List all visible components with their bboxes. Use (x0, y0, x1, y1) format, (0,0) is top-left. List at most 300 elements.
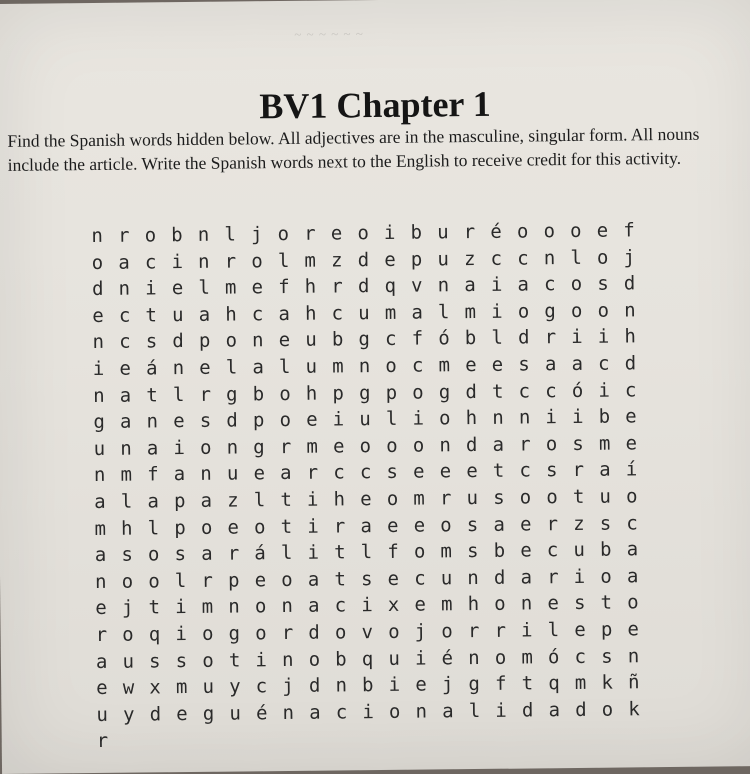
grid-letter: f (411, 327, 424, 351)
grid-letter: o (516, 220, 529, 243)
grid-letter: p (385, 381, 398, 404)
grid-letter: á (254, 542, 266, 565)
grid-letter: f (387, 540, 399, 564)
grid-letter: o (357, 222, 369, 245)
grid-letter: f (623, 219, 635, 242)
grid-letter: f (278, 276, 290, 299)
grid-letter: o (253, 515, 266, 538)
grid-letter: l (360, 541, 373, 564)
grid-letter: i (383, 221, 396, 244)
grid-letter: o (545, 432, 558, 456)
grid-letter: r (519, 433, 531, 456)
grid-letter: d (172, 330, 184, 353)
grid-letter: e (199, 356, 211, 379)
grid-letter: o (277, 222, 290, 246)
grid-letter: b (335, 647, 347, 670)
grid-letter: o (627, 591, 639, 614)
grid-letter: n (467, 566, 479, 589)
grid-letter: d (493, 566, 506, 589)
grid-letter: o (279, 409, 292, 432)
grid-letter: c (597, 352, 610, 375)
grid-letter: c (546, 539, 559, 562)
grid-letter: o (388, 700, 401, 723)
grid-letter: i (491, 300, 503, 323)
grid-letter: c (626, 511, 638, 534)
grid-letter: a (119, 384, 132, 407)
grid-letter: i (490, 273, 503, 297)
grid-letter: d (357, 275, 370, 298)
grid-letter: p (600, 618, 613, 641)
grid-letter: o (596, 246, 609, 269)
grid-letter: b (464, 327, 477, 350)
grid-letter: e (254, 568, 267, 592)
grid-letter: z (463, 247, 476, 270)
grid-letter: b (361, 674, 374, 697)
grid-letter: o (308, 648, 321, 671)
grid-letter: i (597, 325, 610, 349)
grid-letter: i (92, 357, 105, 380)
grid-letter: i (388, 673, 401, 697)
grid-letter: n (468, 646, 480, 669)
grid-letter: ó (547, 645, 560, 668)
grid-letter: e (332, 435, 345, 458)
grid-letter: s (597, 272, 609, 295)
grid-letter: m (224, 276, 237, 299)
grid-letter: c (414, 567, 426, 590)
grid-letter: b (599, 538, 612, 561)
grid-letter: o (597, 299, 610, 322)
grid-letter: o (494, 593, 506, 616)
grid-letter: o (519, 486, 532, 509)
grid-letter: e (119, 357, 132, 380)
grid-letter: a (520, 566, 533, 589)
grid-letter: e (491, 353, 504, 376)
grid-letter: n (94, 570, 107, 593)
grid-letter: g (468, 673, 481, 696)
grid-letter: r (544, 326, 557, 349)
grid-letter: a (411, 301, 423, 324)
grid-letter: d (521, 699, 534, 722)
instructions-text: Find the Spanish words hidden below. All adjectives are in the masculine, singular form. All nouns include the article. Write the Spanish words next to the English to receive credit for this activity. (7, 123, 700, 175)
grid-letter: n (543, 246, 556, 269)
grid-letter: o (570, 273, 583, 296)
grid-letter: m (94, 517, 107, 540)
grid-letter: s (573, 592, 586, 615)
grid-letter: s (545, 459, 558, 482)
grid-letter: o (517, 300, 530, 323)
grid-letter: e (176, 702, 188, 725)
grid-letter: t (491, 380, 504, 403)
grid-letter: i (307, 515, 319, 538)
grid-letter: q (384, 275, 397, 298)
word-search-grid (91, 217, 655, 755)
grid-letter: a (571, 352, 584, 375)
grid-letter: a (517, 273, 530, 296)
grid-letter: e (627, 618, 640, 641)
grid-letter: c (118, 304, 131, 327)
grid-letter: k (628, 697, 640, 721)
grid-letter: g (202, 702, 215, 725)
grid-letter: a (278, 302, 291, 325)
grid-letter: i (175, 622, 187, 646)
grid-letter: e (439, 460, 452, 483)
grid-letter: w (122, 676, 135, 699)
grid-letter: a (201, 542, 213, 566)
grid-letter: r (281, 621, 294, 644)
grid-letter: e (171, 277, 184, 300)
grid-letter: o (279, 382, 291, 405)
grid-letter: b (410, 221, 423, 244)
grid-letter: x (149, 676, 161, 699)
grid-letter: l (147, 516, 160, 539)
grid-letter: g (93, 411, 105, 434)
grid-letter: a (252, 356, 264, 379)
grid-letter: n (93, 464, 106, 487)
grid-letter: n (197, 250, 210, 273)
grid-letter: s (121, 543, 133, 566)
grid-letter: f (147, 463, 159, 486)
grid-letter: z (227, 489, 239, 512)
grid-letter: d (517, 326, 530, 349)
grid-letter: e (96, 676, 108, 700)
grid-letter: á (145, 357, 158, 380)
grid-letter: m (304, 249, 317, 272)
grid-letter: n (439, 434, 451, 457)
grid-letter: e (387, 567, 400, 590)
grid-letter: n (335, 674, 348, 697)
grid-letter: e (465, 353, 477, 377)
grid-letter: p (252, 409, 265, 432)
grid-letter: n (281, 595, 294, 618)
grid-letter: a (146, 437, 159, 460)
grid-letter: i (171, 250, 184, 273)
grid-letter: r (304, 222, 316, 245)
grid-letter: h (305, 382, 318, 405)
grid-letter: l (437, 301, 450, 324)
grid-letter: l (174, 569, 187, 592)
grid-letter: o (385, 354, 397, 377)
grid-letter: i (598, 379, 610, 402)
grid-letter: o (144, 224, 157, 247)
grid-letter: z (330, 248, 343, 272)
grid-letter: j (414, 620, 427, 643)
grid-letter: s (466, 513, 479, 536)
grid-letter: a (198, 303, 211, 326)
grid-letter: c (543, 273, 556, 296)
grid-letter: d (357, 248, 370, 271)
grid-letter: z (573, 512, 585, 535)
grid-letter: a (442, 699, 454, 723)
grid-letter: l (547, 619, 560, 642)
grid-letter: u (122, 650, 135, 673)
grid-letter: p (410, 248, 423, 271)
grid-letter: u (466, 486, 479, 510)
grid-letter: c (119, 330, 131, 354)
grid-letter: a (492, 433, 505, 456)
grid-letter: e (412, 460, 425, 484)
grid-letter: c (519, 459, 532, 482)
grid-letter: a (94, 490, 106, 513)
grid-letter: e (92, 304, 104, 327)
grid-letter: d (623, 272, 636, 295)
grid-letter: r (333, 514, 346, 538)
grid-letter: c (255, 675, 268, 698)
grid-letter: r (279, 435, 292, 458)
grid-letter: c (251, 303, 264, 326)
grid-letter: q (361, 647, 374, 670)
grid-letter: r (96, 730, 109, 753)
grid-letter: i (173, 436, 186, 459)
grid-letter: l (120, 490, 133, 513)
grid-letter: n (226, 436, 239, 459)
grid-letter: o (386, 434, 398, 457)
grid-letter: t (148, 596, 161, 619)
grid-letter: o (441, 620, 453, 643)
grid-letter: c (517, 247, 529, 270)
grid-letter: e (386, 514, 399, 537)
grid-letter: o (91, 251, 104, 274)
grid-letter: g (544, 299, 556, 323)
grid-letter: y (229, 675, 241, 698)
grid-letter: l (570, 246, 582, 269)
grid-letter: e (251, 276, 264, 299)
grid-letter: o (438, 407, 451, 430)
page-title: BV1 Chapter 1 (259, 83, 491, 127)
grid-letter: p (174, 516, 186, 539)
grid-letter: d (91, 278, 104, 301)
grid-letter: m (440, 593, 453, 616)
grid-letter: l (491, 327, 504, 350)
grid-letter: r (95, 623, 108, 646)
grid-letter: o (202, 649, 214, 672)
grid-letter: l (253, 489, 266, 512)
grid-letter: j (441, 673, 454, 696)
grid-letter: i (520, 619, 533, 642)
grid-letter: o (413, 540, 426, 563)
grid-letter: u (171, 303, 184, 326)
grid-letter: í (625, 458, 638, 481)
grid-letter: p (198, 330, 211, 353)
grid-letter: t (146, 383, 158, 407)
grid-letter: n (92, 331, 105, 354)
grid-letter: t (334, 541, 346, 564)
grid-letter: s (601, 645, 613, 668)
grid-letter: p (173, 489, 186, 513)
grid-letter: r (572, 459, 585, 482)
grid-letter: g (228, 622, 241, 645)
grid-letter: f (494, 672, 507, 695)
grid-letter: t (280, 488, 292, 511)
grid-letter: o (600, 565, 612, 588)
grid-letter: l (277, 249, 290, 272)
grid-letter: m (521, 645, 533, 669)
grid-letter: c (335, 701, 348, 724)
grid-letter: a (548, 698, 561, 721)
grid-letter: o (334, 621, 347, 644)
grid-letter: x (387, 594, 400, 617)
grid-letter: r (331, 275, 343, 298)
grid-letter: n (358, 355, 371, 378)
grid-letter: e (415, 673, 427, 696)
grid-letter: d (308, 621, 320, 644)
grid-letter: r (201, 569, 214, 592)
grid-letter: u (440, 566, 453, 590)
grid-letter: o (543, 220, 556, 243)
grid-letter: r (467, 619, 480, 643)
grid-letter: m (598, 432, 611, 455)
grid-letter: a (118, 251, 130, 274)
grid-letter: e (625, 432, 638, 455)
grid-letter: n (146, 410, 159, 433)
grid-letter: a (94, 544, 107, 567)
grid-letter: l (278, 355, 291, 379)
grid-letter: s (493, 486, 505, 509)
grid-letter: s (145, 330, 158, 353)
grid-letter: a (307, 594, 320, 618)
grid-letter: i (306, 488, 319, 511)
grid-letter: t (492, 460, 505, 483)
grid-letter: r (199, 383, 212, 406)
grid-letter: m (175, 676, 188, 699)
grid-letter: n (172, 357, 185, 380)
grid-letter: g (358, 381, 371, 404)
grid-letter: c (624, 378, 637, 402)
grid-letter: o (546, 486, 558, 509)
grid-letter: n (91, 224, 104, 248)
grid-letter: u (305, 329, 317, 352)
grid-letter: n (520, 592, 533, 615)
grid-letter: a (464, 274, 476, 297)
grid-letter: e (95, 597, 107, 620)
grid-letter: l (385, 407, 398, 431)
grid-letter: m (201, 596, 214, 619)
grid-letter: g (225, 383, 238, 406)
grid-letter: i (412, 407, 425, 430)
grid-letter: i (545, 406, 558, 429)
grid-letter: r (306, 462, 319, 485)
grid-letter: e (330, 222, 343, 245)
grid-letter: n (120, 437, 132, 460)
grid-letter: i (573, 565, 586, 588)
grid-letter: a (626, 565, 639, 588)
grid-letter: a (119, 410, 132, 433)
grid-letter: a (307, 568, 320, 591)
grid-letter: ñ (627, 671, 640, 694)
grid-letter: l (224, 223, 236, 246)
grid-letter: a (544, 353, 557, 376)
grid-letter: n (93, 384, 105, 407)
grid-letter: d (575, 698, 587, 721)
grid-letter: o (412, 434, 425, 457)
grid-letter: v (411, 274, 423, 297)
grid-letter: o (225, 329, 238, 353)
grid-letter: i (175, 596, 187, 619)
grid-letter: l (280, 542, 293, 565)
grid-letter: u (229, 702, 241, 725)
grid-letter: l (198, 276, 210, 300)
grid-letter: m (384, 301, 397, 324)
grid-letter: c (334, 594, 347, 617)
grid-letter: u (358, 301, 370, 325)
grid-letter: q (148, 623, 161, 646)
grid-letter: p (332, 381, 345, 405)
grid-letter: h (333, 488, 346, 511)
grid-letter: u (573, 538, 586, 562)
grid-letter: i (361, 594, 373, 617)
grid-letter: e (574, 618, 586, 641)
grid-letter: u (437, 247, 450, 270)
grid-letter: e (547, 592, 559, 615)
grid-letter: o (121, 570, 134, 593)
grid-letter: l (172, 383, 185, 406)
grid-letter: m (306, 435, 318, 458)
grid-letter: h (465, 407, 478, 430)
grid-letter: r (546, 512, 559, 535)
grid-letter: s (466, 540, 479, 563)
grid-letter: l (468, 699, 481, 722)
grid-letter: t (145, 304, 158, 327)
grid-letter: k (601, 671, 614, 694)
grid-letter: d (149, 703, 162, 726)
grid-letter: u (202, 675, 215, 698)
grid-letter: i (571, 406, 584, 429)
grid-letter: n (118, 277, 131, 300)
grid-letter: e (227, 516, 240, 539)
grid-letter: d (465, 380, 477, 403)
grid-letter: ó (438, 327, 450, 350)
grid-letter: e (520, 539, 532, 562)
grid-letter: y (122, 703, 135, 726)
grid-letter: s (174, 543, 187, 566)
grid-letter: i (495, 699, 507, 722)
grid-letter: c (384, 328, 397, 351)
grid-letter: t (334, 568, 346, 591)
grid-letter: s (360, 567, 373, 590)
grid-letter: s (199, 409, 212, 433)
grid-letter: r (463, 221, 476, 244)
grid-letter: é (490, 220, 502, 243)
grid-letter: c (490, 247, 503, 270)
grid-letter: n (437, 274, 450, 297)
grid-letter: e (253, 462, 266, 485)
grid-letter: t (521, 672, 534, 695)
grid-letter: u (388, 647, 400, 670)
grid-letter: o (570, 219, 582, 243)
grid-letter: h (225, 303, 237, 326)
grid-letter: h (624, 325, 636, 348)
grid-letter: d (226, 409, 238, 432)
grid-letter: l (225, 356, 238, 379)
grid-letter: q (548, 672, 560, 695)
grid-letter: o (601, 698, 614, 721)
grid-letter: e (306, 408, 318, 431)
grid-letter: o (386, 487, 399, 510)
grid-letter: o (494, 646, 507, 669)
grid-letter: o (200, 516, 213, 539)
grid-letter: e (278, 329, 291, 352)
grid-letter: i (414, 647, 427, 670)
grid-letter: o (201, 622, 214, 645)
grid-letter: n (624, 299, 636, 322)
grid-letter: e (173, 410, 185, 433)
grid-letter: j (623, 245, 636, 269)
grid-letter: s (599, 512, 612, 535)
show-through-text: ~ ~ ~ ~ ~ ~ (294, 26, 364, 42)
grid-letter: g (358, 328, 371, 351)
grid-letter: i (362, 700, 374, 723)
grid-letter: p (227, 569, 240, 592)
grid-letter: t (572, 485, 585, 508)
